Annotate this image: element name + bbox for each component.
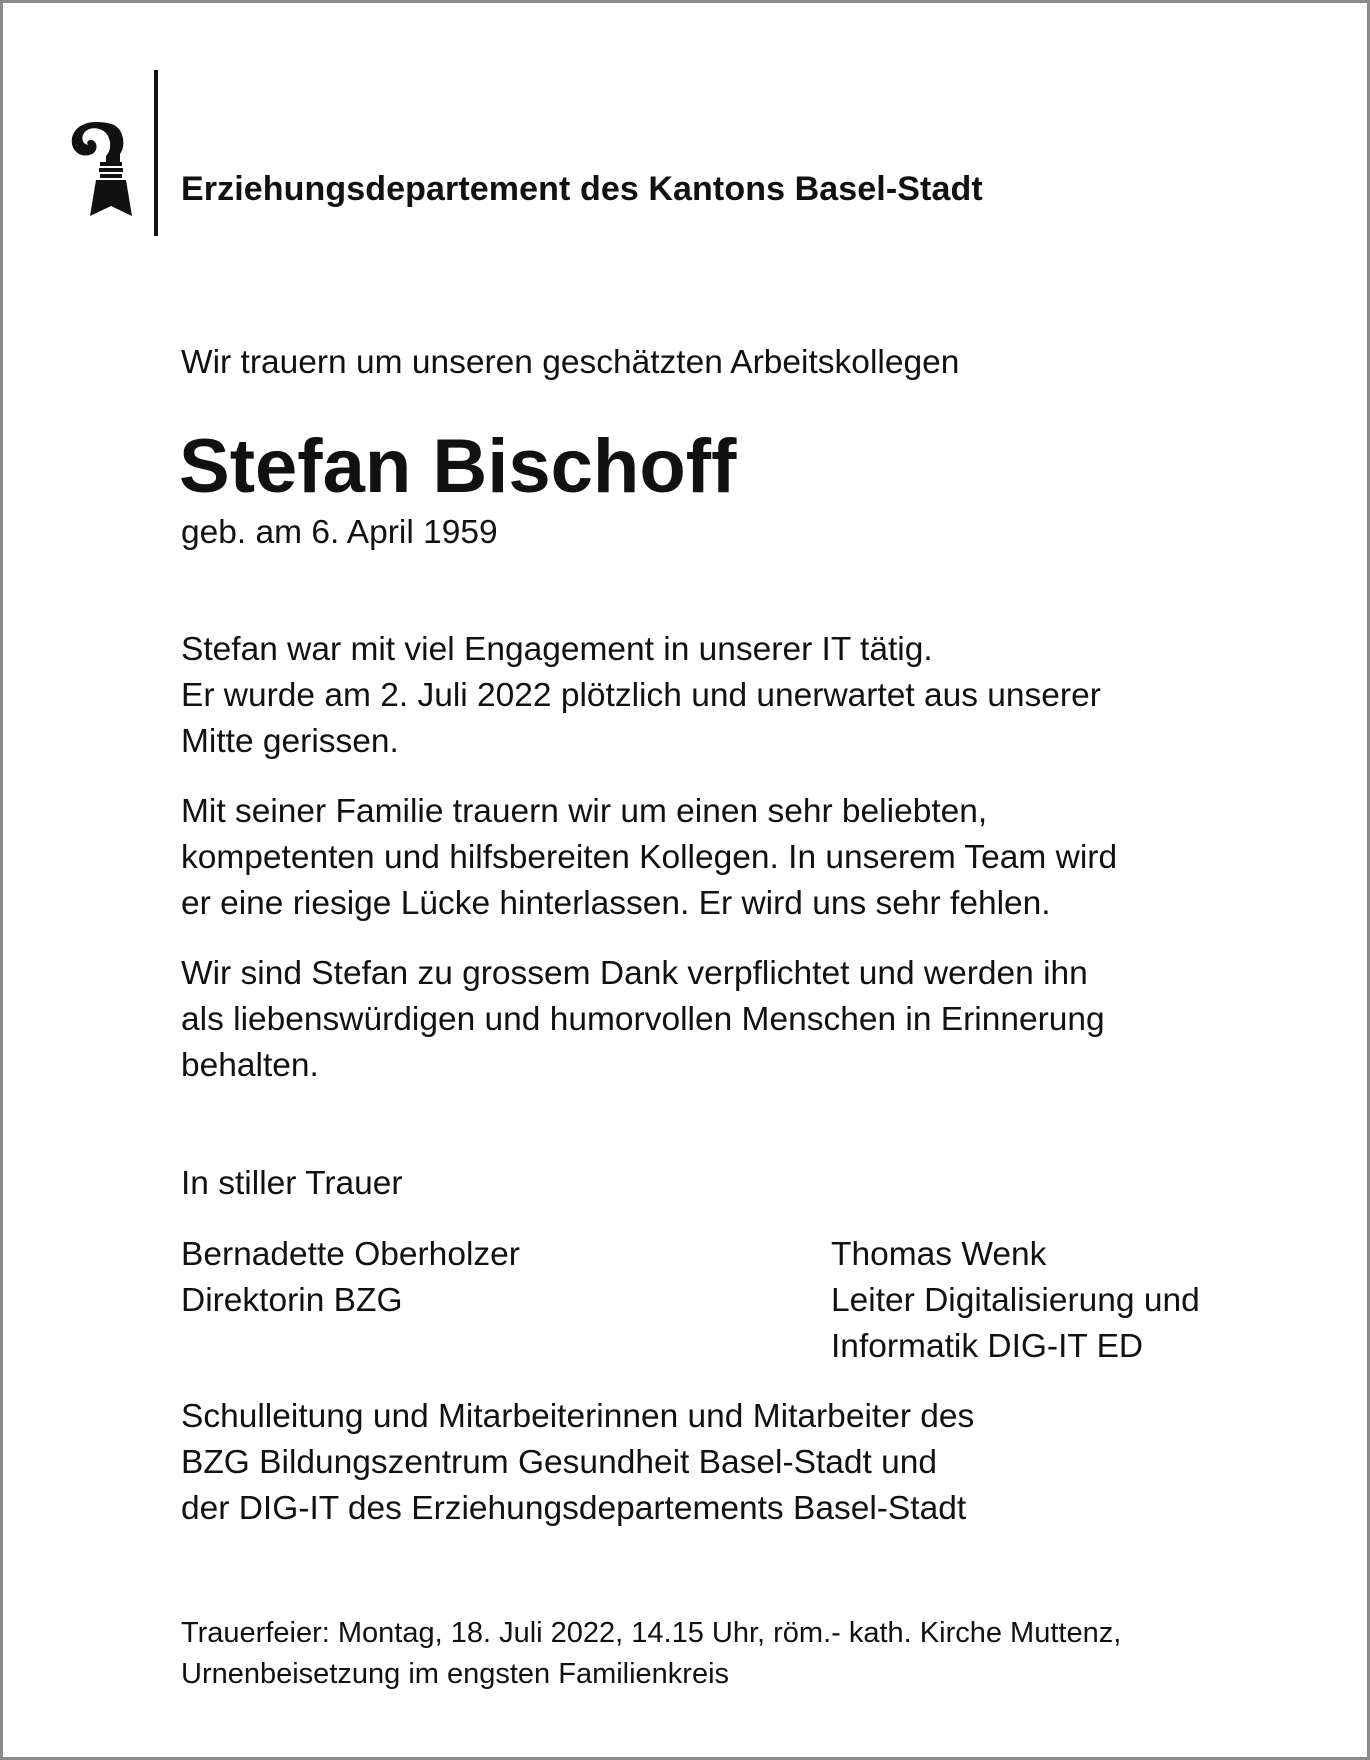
group-line: BZG Bildungszentrum Gesundheit Basel-Stadt und xyxy=(181,1444,938,1481)
header-divider xyxy=(154,70,158,236)
paragraph-line: als liebenswürdigen und humorvollen Menschen in Erinnerung xyxy=(181,1001,1105,1038)
paragraph-3 xyxy=(181,951,1105,1089)
paragraph-line: Wir sind Stefan zu grossem Dank verpflichtet und werden ihn xyxy=(181,955,1088,992)
paragraph-line: Stefan war mit viel Engagement in unserer IT tätig. xyxy=(181,631,933,668)
signatory-left xyxy=(181,1232,520,1324)
paragraph-line: er eine riesige Lücke hinterlassen. Er wird uns sehr fehlen. xyxy=(181,885,1051,922)
birth-date: geb. am 6. April 1959 xyxy=(181,514,498,551)
paragraph-1 xyxy=(181,627,1101,765)
signatory-title: Leiter Digitalisierung und xyxy=(831,1282,1200,1319)
paragraph-line: Mitte gerissen. xyxy=(181,723,399,760)
department-name: Erziehungsdepartement des Kantons Basel-Stadt xyxy=(181,170,983,208)
paragraph-2 xyxy=(181,789,1117,927)
funeral-info xyxy=(181,1613,1121,1695)
group-signature xyxy=(181,1394,974,1532)
paragraph-line: behalten. xyxy=(181,1047,319,1084)
group-line: der DIG-IT des Erziehungsdepartements Basel-Stadt xyxy=(181,1490,967,1527)
signatory-title: Informatik DIG-IT ED xyxy=(831,1328,1144,1365)
signatory-name: Bernadette Oberholzer xyxy=(181,1236,520,1273)
intro-text: Wir trauern um unseren geschätzten Arbeitskollegen xyxy=(181,344,960,381)
signatory-right xyxy=(831,1232,1200,1370)
group-line: Schulleitung und Mitarbeiterinnen und Mitarbeiter des xyxy=(181,1398,975,1435)
paragraph-line: Er wurde am 2. Juli 2022 plötzlich und unerwartet aus unserer xyxy=(181,677,1101,714)
basel-staff-icon xyxy=(66,118,136,218)
paragraph-line: Mit seiner Familie trauern wir um einen sehr beliebten, xyxy=(181,793,988,830)
deceased-name: Stefan Bischoff xyxy=(179,424,737,509)
closing-text: In stiller Trauer xyxy=(181,1165,403,1202)
signatory-title: Direktorin BZG xyxy=(181,1282,403,1319)
footer-line: Urnenbeisetzung im engsten Familienkreis xyxy=(181,1658,730,1690)
paragraph-line: kompetenten und hilfsbereiten Kollegen. In unserem Team wird xyxy=(181,839,1118,876)
footer-line: Trauerfeier: Montag, 18. Juli 2022, 14.15 Uhr, röm.- kath. Kirche Muttenz, xyxy=(181,1617,1122,1649)
signatory-name: Thomas Wenk xyxy=(831,1236,1047,1273)
